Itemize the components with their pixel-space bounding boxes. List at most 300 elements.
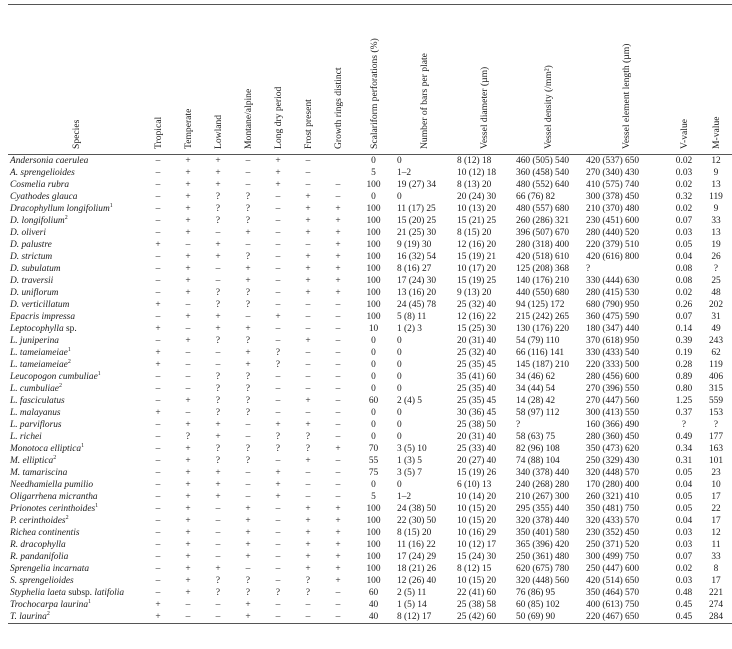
- col-header-scalariform: [353, 5, 394, 155]
- table-cell: 320 (433) 570: [586, 516, 640, 526]
- species-name: S. sprengelioides: [10, 576, 74, 586]
- table-cell: 280 (440) 520: [586, 228, 640, 238]
- table-cell: 270 (447) 560: [586, 396, 640, 406]
- table-cell: 230 (352) 450: [586, 528, 640, 538]
- species-name: Epacris impressa: [10, 312, 76, 322]
- table-cell: 0.32: [675, 192, 693, 202]
- table-cell: –: [275, 516, 281, 526]
- col-header-label: Scalariform perforations (%): [368, 38, 380, 149]
- col-header-label: Growth rings distinct: [333, 67, 344, 149]
- table-cell: 74 (88) 104: [516, 456, 560, 466]
- col-header-label: Vessel density (/mm²): [543, 65, 554, 149]
- table-cell: 0.80: [675, 384, 693, 394]
- species-cell: [8, 179, 143, 191]
- table-cell: 0.14: [675, 324, 693, 334]
- table-cell: 54 (79) 110: [516, 336, 560, 346]
- species-name: D. verticillatum: [10, 300, 70, 310]
- table-cell: 58 (97) 112: [516, 408, 560, 418]
- table-cell: –: [335, 180, 341, 190]
- table-cell: –: [155, 504, 161, 514]
- table-cell: ?: [245, 204, 251, 214]
- table-cell: +: [245, 360, 251, 370]
- table-cell: –: [155, 528, 161, 538]
- species-name: L. cumbuliae: [10, 384, 59, 394]
- col-header-montane-alpine: [233, 5, 263, 155]
- table-cell: 320 (448) 560: [516, 576, 570, 586]
- table-cell: 0: [371, 360, 376, 370]
- table-cell: 0.26: [675, 300, 693, 310]
- table-cell: +: [185, 564, 191, 574]
- table-cell: +: [185, 396, 191, 406]
- table-cell: –: [185, 408, 191, 418]
- table-cell: +: [215, 168, 221, 178]
- table-cell: –: [335, 372, 341, 382]
- table-cell: 0.02: [675, 288, 693, 298]
- table-cell: 0.05: [675, 468, 693, 478]
- table-cell: 100: [366, 564, 381, 574]
- col-header-tropical: [143, 5, 173, 155]
- table-cell: 280 (360) 450: [586, 432, 640, 442]
- table-cell: 0: [371, 192, 376, 202]
- table-cell: +: [245, 276, 251, 286]
- col-header-long-dry-period: [263, 5, 293, 155]
- table-cell: 0: [397, 384, 402, 394]
- col-header-label: Montane/alpine: [243, 88, 254, 149]
- table-cell: 58 (63) 75: [516, 432, 556, 442]
- table-row: [8, 299, 732, 311]
- table-cell: 100: [366, 312, 381, 322]
- table-cell: 14 (28) 42: [516, 396, 556, 406]
- table-cell: 100: [366, 576, 381, 586]
- species-cell: [8, 347, 143, 359]
- table-cell: –: [335, 492, 341, 502]
- table-cell: 350 (481) 750: [586, 504, 640, 514]
- table-cell: 0.02: [675, 156, 693, 166]
- species-name: L. malayanus: [10, 408, 61, 418]
- species-cell: [8, 335, 143, 347]
- table-cell: 33: [711, 552, 721, 562]
- table-cell: 406: [708, 372, 724, 382]
- table-cell: –: [275, 216, 281, 226]
- table-cell: –: [245, 240, 251, 250]
- table-cell: 75: [368, 468, 379, 478]
- table-cell: 480 (557) 680: [516, 204, 570, 214]
- table-row: [8, 467, 732, 479]
- table-cell: ?: [245, 408, 251, 418]
- table-cell: –: [275, 336, 281, 346]
- table-cell: 0.28: [675, 360, 693, 370]
- table-cell: 0.19: [675, 348, 693, 358]
- table-cell: 26: [711, 252, 721, 262]
- table-cell: 0.03: [675, 168, 693, 178]
- table-cell: 250 (361) 480: [516, 552, 570, 562]
- table-cell: ?: [245, 444, 251, 454]
- table-cell: –: [155, 552, 161, 562]
- table-row: [8, 431, 732, 443]
- table-cell: 60: [368, 588, 379, 598]
- table-cell: –: [155, 432, 161, 442]
- table-cell: 125 (208) 368: [516, 264, 570, 274]
- table-cell: 3 (5) 7: [397, 468, 422, 478]
- table-cell: ?: [215, 396, 221, 406]
- table-cell: –: [155, 228, 161, 238]
- table-cell: +: [245, 516, 251, 526]
- table-cell: 25 (32) 40: [457, 300, 497, 310]
- table-cell: 62: [711, 348, 721, 358]
- table-cell: 17: [711, 516, 721, 526]
- species-cell: [8, 587, 143, 599]
- table-cell: 440 (550) 680: [516, 288, 570, 298]
- table-cell: 100: [366, 300, 381, 310]
- table-cell: –: [275, 264, 281, 274]
- table-cell: 300 (499) 750: [586, 552, 640, 562]
- table-cell: 320 (378) 440: [516, 516, 570, 526]
- table-cell: 280 (456) 600: [586, 372, 640, 382]
- table-cell: 260 (321) 410: [586, 492, 640, 502]
- species-name: Oligarrhena micrantha: [10, 492, 98, 502]
- table-cell: 0: [371, 348, 376, 358]
- col-header-vessel-density: [513, 5, 583, 155]
- table-cell: –: [155, 456, 161, 466]
- table-cell: +: [245, 348, 251, 358]
- table-cell: +: [305, 264, 311, 274]
- table-cell: 0: [371, 372, 376, 382]
- table-cell: +: [185, 576, 191, 586]
- table-cell: 50 (69) 90: [513, 611, 583, 624]
- species-name: Styphelia laeta: [10, 588, 66, 598]
- table-cell: 420 (514) 650: [586, 576, 640, 586]
- table-cell: 12: [711, 528, 721, 538]
- species-name: L. juniperina: [10, 336, 59, 346]
- table-cell: –: [203, 611, 233, 624]
- table-cell: 0.02: [675, 180, 693, 190]
- table-cell: 23: [711, 468, 721, 478]
- table-cell: +: [185, 204, 191, 214]
- table-cell: 0: [371, 156, 376, 166]
- table-cell: –: [245, 480, 251, 490]
- table-cell: +: [185, 168, 191, 178]
- table-cell: –: [155, 516, 161, 526]
- table-cell: 10 (17) 20: [457, 264, 497, 274]
- table-cell: +: [335, 228, 341, 238]
- table-cell: 170 (280) 400: [586, 480, 640, 490]
- species-cell: [8, 227, 143, 239]
- species-footnote-marker: 2: [64, 215, 68, 221]
- table-cell: +: [215, 492, 221, 502]
- table-cell: 11 (17) 25: [397, 204, 436, 214]
- table-cell: 270 (340) 430: [586, 168, 640, 178]
- table-cell: –: [185, 360, 191, 370]
- table-cell: +: [335, 576, 341, 586]
- table-cell: 6 (10) 13: [457, 480, 492, 490]
- table-cell: +: [335, 504, 341, 514]
- table-cell: [323, 155, 353, 168]
- species-cell: [8, 299, 143, 311]
- table-cell: –: [275, 396, 281, 406]
- table-cell: –: [185, 384, 191, 394]
- table-cell: +: [275, 180, 281, 190]
- table-cell: +: [305, 396, 311, 406]
- table-cell: 24 (45) 78: [397, 300, 437, 310]
- table-cell: 559: [708, 396, 724, 406]
- table-cell: ?: [245, 396, 251, 406]
- table-cell: ?: [215, 204, 221, 214]
- table-cell: +: [335, 252, 341, 262]
- table-cell: +: [185, 588, 191, 598]
- table-cell: 410 (575) 740: [586, 180, 640, 190]
- table-cell: +: [155, 348, 161, 358]
- table-cell: +: [275, 312, 281, 322]
- table-cell: –: [305, 312, 311, 322]
- table-cell: 25 (33) 40: [457, 444, 497, 454]
- table-cell: +: [185, 312, 191, 322]
- table-cell: +: [245, 504, 251, 514]
- species-footnote-marker: 1: [88, 599, 92, 605]
- table-cell: –: [275, 288, 281, 298]
- table-cell: 13 (16) 20: [397, 288, 437, 298]
- table-cell: 8 (15) 20: [457, 228, 492, 238]
- species-name: L. fasciculatus: [10, 396, 65, 406]
- table-cell: 9: [713, 204, 719, 214]
- table-cell: –: [275, 324, 281, 334]
- table-cell: +: [245, 552, 251, 562]
- table-cell: 0: [397, 348, 402, 358]
- col-header-label: Species: [70, 119, 82, 149]
- table-cell: ?: [681, 420, 687, 430]
- table-cell: –: [305, 300, 311, 310]
- table-cell: –: [305, 156, 311, 166]
- table-cell: 10 (14) 20: [457, 492, 497, 502]
- species-name: Andersonia caerulea: [10, 156, 89, 166]
- species-name: Sprengelia incarnata: [10, 564, 90, 574]
- table-cell: 10 (15) 20: [457, 516, 497, 526]
- table-cell: ?: [215, 408, 221, 418]
- table-cell: –: [155, 180, 161, 190]
- table-cell: 145 (187) 210: [516, 360, 570, 370]
- table-cell: 0.45: [668, 611, 700, 624]
- table-cell: –: [245, 492, 251, 502]
- table-cell: +: [215, 156, 221, 166]
- table-cell: 12: [711, 156, 721, 166]
- table-row: [8, 443, 732, 455]
- species-name: M. tamariscina: [10, 468, 68, 478]
- table-cell: 8: [713, 564, 719, 574]
- species-footnote-marker: 1: [97, 371, 101, 377]
- table-cell: –: [155, 492, 161, 502]
- species-cell: [8, 275, 143, 287]
- table-cell: 0.03: [675, 528, 693, 538]
- table-row: [8, 455, 732, 467]
- table-cell: 15 (19) 26: [457, 468, 497, 478]
- table-row: [8, 191, 732, 203]
- table-cell: +: [335, 444, 341, 454]
- table-cell: –: [245, 156, 251, 166]
- table-cell: +: [185, 228, 191, 238]
- table-cell: ?: [245, 456, 251, 466]
- species-name: L. richei: [10, 432, 42, 442]
- table-row: [8, 275, 732, 287]
- table-cell: 350 (401) 580: [516, 528, 570, 538]
- col-header-m-value: [700, 5, 732, 155]
- table-cell: –: [215, 276, 221, 286]
- species-cell: [8, 263, 143, 275]
- table-cell: ?: [305, 588, 311, 598]
- table-cell: –: [275, 408, 281, 418]
- table-cell: 8 (12) 17: [394, 611, 454, 624]
- table-cell: +: [305, 252, 311, 262]
- table-cell: –: [335, 300, 341, 310]
- table-cell: 0.04: [675, 480, 693, 490]
- table-cell: –: [155, 168, 161, 178]
- species-name: L. tameiameiae: [10, 360, 68, 370]
- table-cell: 460 (505) 540: [516, 156, 570, 166]
- table-cell: +: [215, 420, 221, 430]
- table-cell: ?: [275, 360, 281, 370]
- table-cell: 0: [397, 408, 402, 418]
- table-cell: 300 (378) 450: [586, 192, 640, 202]
- table-cell: –: [335, 588, 341, 598]
- species-name: Trochocarpa laurina: [10, 600, 89, 610]
- table-cell: 243: [708, 336, 724, 346]
- table-cell: 15 (21) 25: [457, 216, 497, 226]
- table-cell: 280 (415) 530: [586, 288, 640, 298]
- table-cell: –: [275, 552, 281, 562]
- table-cell: –: [305, 168, 311, 178]
- table-cell: 0: [397, 420, 402, 430]
- table-cell: –: [215, 360, 221, 370]
- table-cell: +: [305, 552, 311, 562]
- table-cell: –: [305, 180, 311, 190]
- table-cell: –: [323, 611, 353, 624]
- table-cell: +: [275, 168, 281, 178]
- table-row: [8, 179, 732, 191]
- table-cell: –: [155, 312, 161, 322]
- table-cell: +: [245, 324, 251, 334]
- table-row: [8, 491, 732, 503]
- table-cell: ?: [275, 348, 281, 358]
- table-cell: +: [215, 312, 221, 322]
- species-cell: [8, 383, 143, 395]
- species-cell: [8, 491, 143, 503]
- species-footnote-marker: 1: [109, 203, 113, 209]
- table-cell: 0: [371, 408, 376, 418]
- table-cell: ?: [215, 576, 221, 586]
- table-cell: 82 (96) 108: [516, 444, 560, 454]
- table-cell: 66 (76) 82: [516, 192, 556, 202]
- table-cell: 0.05: [675, 492, 693, 502]
- table-cell: 0.03: [675, 576, 693, 586]
- table-row: [8, 335, 732, 347]
- species-footnote-marker: 2: [46, 611, 50, 617]
- table-cell: 280 (318) 400: [516, 240, 570, 250]
- table-cell: –: [305, 324, 311, 334]
- table-cell: 22: [711, 504, 721, 514]
- table-row: [8, 215, 732, 227]
- table-row: [8, 395, 732, 407]
- table-cell: 8 (12) 15: [457, 564, 492, 574]
- table-cell: +: [215, 324, 221, 334]
- table-cell: –: [173, 611, 203, 624]
- table-cell: 33: [711, 216, 721, 226]
- table-cell: 0.02: [675, 564, 693, 574]
- table-cell: ?: [713, 264, 719, 274]
- table-cell: 0: [371, 480, 376, 490]
- table-row: [8, 551, 732, 563]
- table-cell: +: [335, 276, 341, 286]
- table-cell: ?: [245, 216, 251, 226]
- table-cell: +: [305, 420, 311, 430]
- table-row: [8, 239, 732, 251]
- species-name: R. pandanifolia: [10, 552, 69, 562]
- table-cell: ?: [305, 432, 311, 442]
- table-cell: –: [275, 192, 281, 202]
- table-cell: +: [215, 480, 221, 490]
- col-header-label: Temperate: [183, 108, 194, 149]
- table-cell: 10 (13) 20: [457, 204, 497, 214]
- table-cell: 0.05: [675, 240, 693, 250]
- table-cell: 250 (329) 430: [586, 456, 640, 466]
- table-cell: +: [185, 252, 191, 262]
- table-cell: 160 (366) 490: [586, 420, 640, 430]
- table-cell: 100: [366, 180, 381, 190]
- table-cell: 300 (413) 550: [586, 408, 640, 418]
- table-cell: 10 (12) 17: [457, 540, 497, 550]
- table-cell: +: [185, 552, 191, 562]
- species-name: R. dracophylla: [10, 540, 66, 550]
- species-cell: [8, 251, 143, 263]
- species-name: L. tameiameiae: [10, 348, 68, 358]
- table-row: [8, 155, 732, 168]
- species-name: M. elliptica: [10, 456, 54, 466]
- table-cell: +: [185, 480, 191, 490]
- species-cell: [8, 539, 143, 551]
- table-cell: +: [215, 180, 221, 190]
- table-cell: 295 (355) 440: [516, 504, 570, 514]
- table-cell: 25 (35) 45: [457, 360, 497, 370]
- species-cell: [8, 599, 143, 611]
- table-cell: 70: [368, 444, 379, 454]
- table-cell: 18 (21) 26: [397, 564, 437, 574]
- table-cell: –: [155, 564, 161, 574]
- table-cell: +: [155, 360, 161, 370]
- table-cell: +: [305, 192, 311, 202]
- table-cell: 0.89: [675, 372, 693, 382]
- table-cell: +: [185, 444, 191, 454]
- table-cell: 8 (12) 18: [457, 156, 492, 166]
- table-cell: +: [185, 180, 191, 190]
- species-cell: [8, 443, 143, 455]
- table-cell: 10: [368, 324, 379, 334]
- table-cell: 320 (448) 570: [586, 468, 640, 478]
- table-cell: +: [305, 540, 311, 550]
- table-cell: 40: [368, 600, 379, 610]
- table-cell: 0.08: [675, 276, 693, 286]
- table-cell: 100: [366, 504, 381, 514]
- table-cell: 177: [708, 432, 724, 442]
- table-cell: 202: [708, 300, 724, 310]
- species-cell: [8, 239, 143, 251]
- table-cell: +: [215, 432, 221, 442]
- table-cell: ?: [215, 336, 221, 346]
- table-cell: 163: [708, 444, 724, 454]
- table-cell: 420 (616) 800: [586, 252, 640, 262]
- table-cell: 0.49: [675, 432, 693, 442]
- table-cell: 1–2: [397, 168, 412, 178]
- table-cell: 25 (38) 50: [457, 420, 497, 430]
- table-cell: 274: [708, 600, 724, 610]
- species-name: Dracophyllum longifolium: [10, 204, 110, 214]
- col-header-vessel-diameter: [454, 5, 513, 155]
